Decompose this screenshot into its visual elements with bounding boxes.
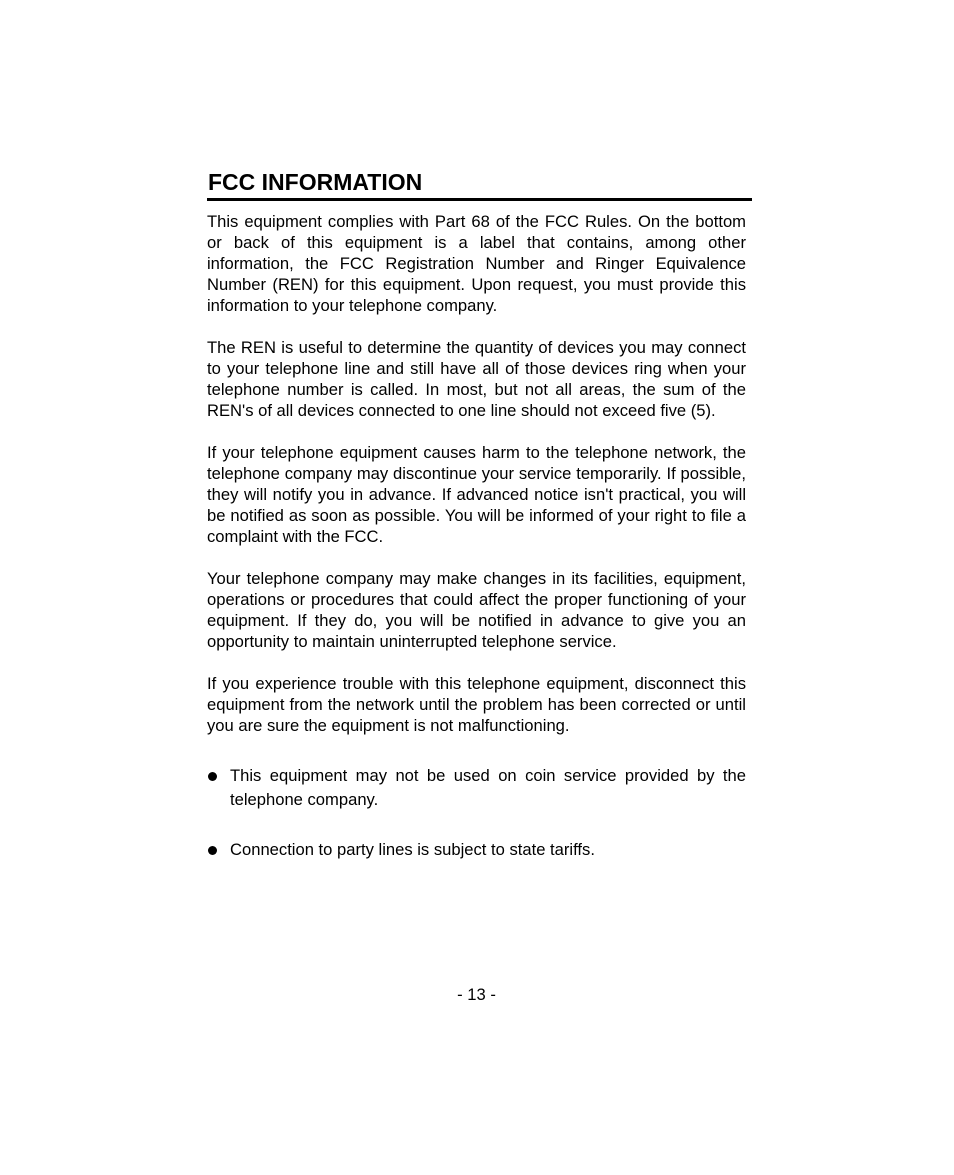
bullet-icon xyxy=(208,846,217,855)
paragraph-trouble: If you experience trouble with this telephone equipment, disconnect this equipment from the network until the problem has been corrected or until you are sure the equipment is not malfunctioning. xyxy=(207,674,746,735)
bullet-icon xyxy=(208,772,217,781)
bullet-text-coin-service: This equipment may not be used on coin service provided by the telephone company. xyxy=(230,766,746,809)
paragraph-part-68: This equipment complies with Part 68 of the FCC Rules. On the bottom or back of this equipment is a label that contains, among other information, the FCC Registration Number and Ringer Equivalence Number (REN) for this equipment. Upon request, you must provide this information to your telephone company. xyxy=(207,212,746,315)
list-item xyxy=(207,764,746,812)
heading-underline xyxy=(207,198,752,201)
paragraph-company-changes: Your telephone company may make changes in its facilities, equipment, operations or procedures that could affect the proper functioning of your equipment. If they do, you will be notified in advance to give you an opportunity to maintain uninterrupted telephone service. xyxy=(207,569,746,651)
bullet-text-party-lines: Connection to party lines is subject to state tariffs. xyxy=(230,840,595,859)
section-heading: FCC INFORMATION xyxy=(208,169,423,195)
document-page xyxy=(207,168,752,862)
paragraph-ren: The REN is useful to determine the quantity of devices you may connect to your telephone line and still have all of those devices ring when your telephone number is called. In most, but not all areas, the sum of the REN's of all devices connected to one line should not exceed five (5). xyxy=(207,338,746,420)
list-item xyxy=(207,838,746,862)
bullet-list xyxy=(207,764,746,862)
paragraph-network-harm: If your telephone equipment causes harm to the telephone network, the telephone company may discontinue your service temporarily. If possible, they will notify you in advance. If advanced notice isn't practical, you will be notified as soon as possible. You will be informed of your right to file a complaint with the FCC. xyxy=(207,443,746,546)
page-number: - 13 - xyxy=(457,985,496,1004)
